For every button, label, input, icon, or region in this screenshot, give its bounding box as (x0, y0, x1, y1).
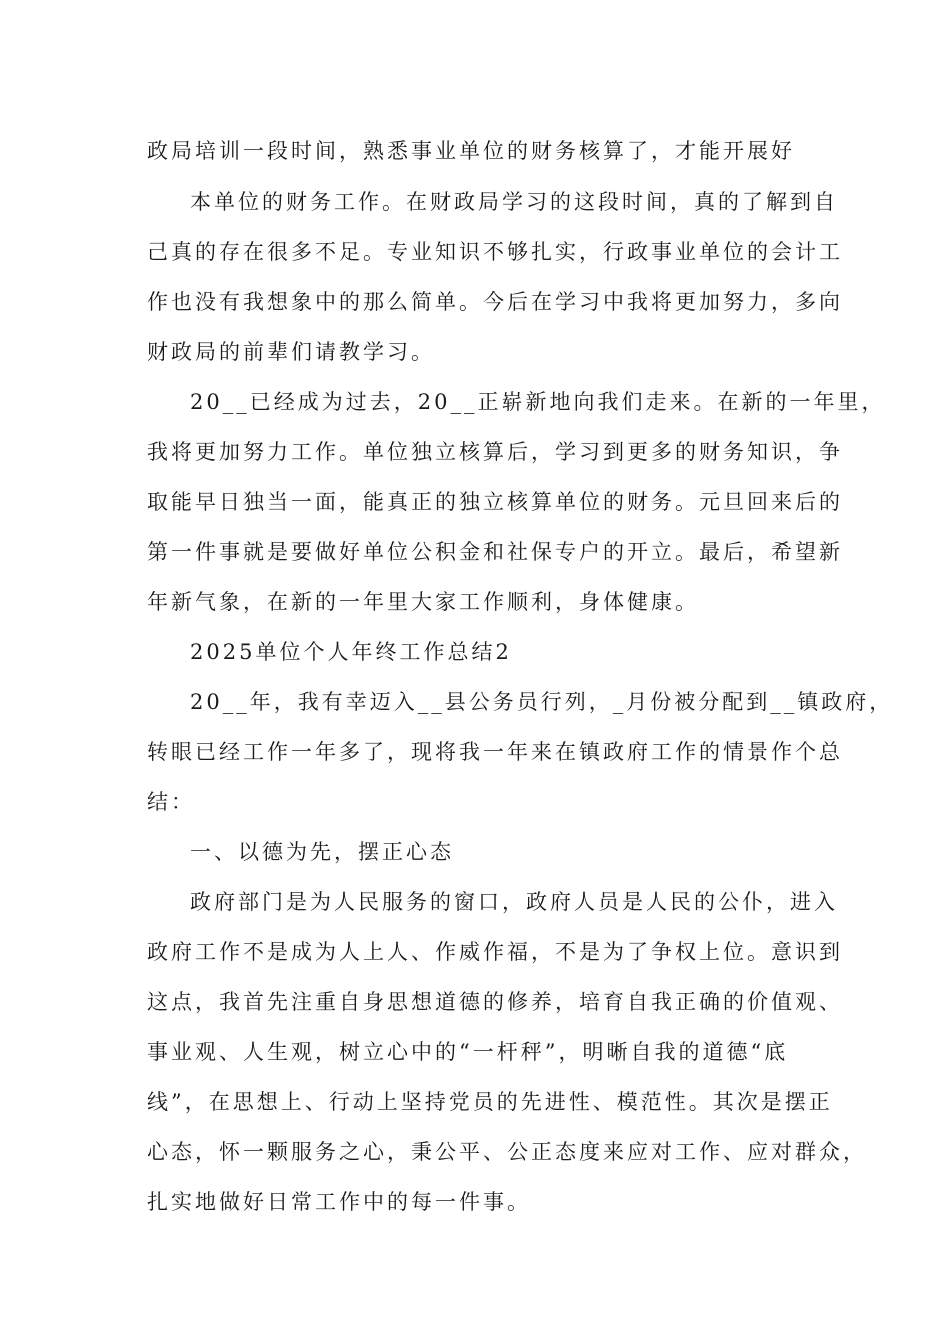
text-line: 己真的存在很多不足。专业知识不够扎实，行政事业单位的会计工 (147, 240, 843, 264)
text-line: 结： (147, 790, 195, 814)
text-line: 这点，我首先注重自身思想道德的修养，培育自我正确的价值观、 (147, 990, 843, 1014)
text-line: 政局培训一段时间，熟悉事业单位的财务核算了，才能开展好 (147, 139, 795, 163)
text-line: 20__已经成为过去，20__正崭新地向我们走来。在新的一年里， (190, 390, 886, 414)
subheading: 一、以德为先，摆正心态 (190, 840, 454, 864)
text-line: 事业观、人生观，树立心中的“一杆秤”，明晰自我的道德“底 (147, 1040, 789, 1064)
text-line: 第一件事就是要做好单位公积金和社保专户的开立。最后，希望新 (147, 540, 843, 564)
text-line: 政府部门是为人民服务的窗口，政府人员是人民的公仆，进入 (190, 890, 838, 914)
text-line: 取能早日独当一面，能真正的独立核算单位的财务。元旦回来后的 (147, 490, 843, 514)
text-line: 作也没有我想象中的那么简单。今后在学习中我将更加努力，多向 (147, 290, 843, 314)
text-line: 20__年，我有幸迈入__县公务员行列，_月份被分配到__镇政府， (190, 690, 894, 714)
text-line: 本单位的财务工作。在财政局学习的这段时间，真的了解到自 (190, 190, 838, 214)
text-line: 政府工作不是成为人上人、作威作福，不是为了争权上位。意识到 (147, 940, 843, 964)
text-line: 年新气象，在新的一年里大家工作顺利，身体健康。 (147, 590, 699, 614)
text-line: 财政局的前辈们请教学习。 (147, 340, 435, 364)
text-line: 我将更加努力工作。单位独立核算后，学习到更多的财务知识，争 (147, 440, 843, 464)
text-line: 转眼已经工作一年多了，现将我一年来在镇政府工作的情景作个总 (147, 740, 843, 764)
text-line: 扎实地做好日常工作中的每一件事。 (147, 1190, 531, 1214)
section-title: 2025单位个人年终工作总结2 (190, 640, 512, 664)
text-line: 线”，在思想上、行动上坚持党员的先进性、模范性。其次是摆正 (147, 1090, 833, 1114)
text-line: 心态，怀一颗服务之心，秉公平、公正态度来应对工作、应对群众， (147, 1140, 867, 1164)
